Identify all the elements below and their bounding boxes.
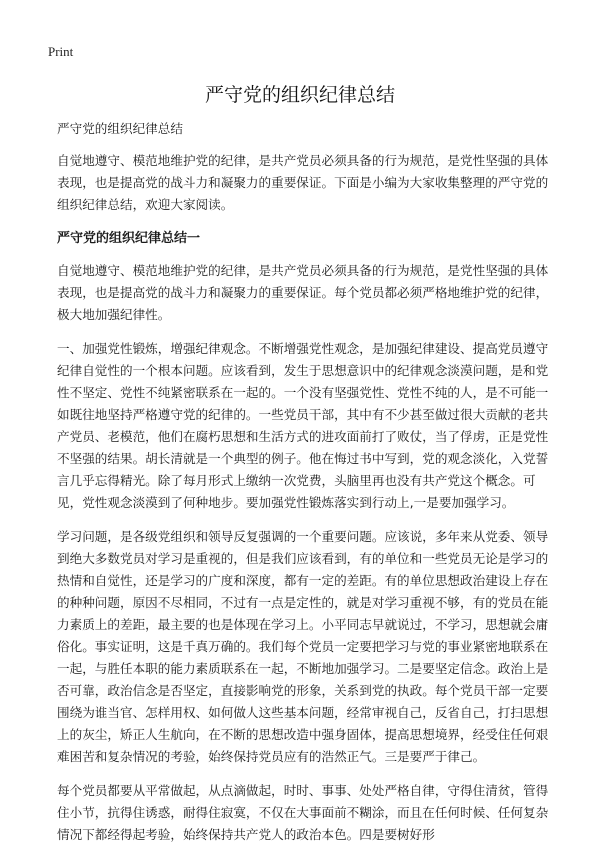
intro-paragraph: 自觉地遵守、模范地维护党的纪律，是共产党员必须具备的行为规范，是党性坚强的具体表现，也是提高党的战斗力和凝聚力的重要保证。下面是小编为大家收集整理的严守党的组织纪律总结，欢迎大家阅读。 — [57, 153, 549, 212]
paragraph-4: 每个党员都要从平常做起，从点滴做起，时时、事事、处处严格自律，守得住清贫，管得住小节，抗得住诱惑，耐得住寂寞，不仅在大事面前不糊涂，而且在任何时候、任何复杂情况下都经得起考验，始终保持共产党人的政治本色。四是要树好形 — [57, 783, 549, 842]
document-body — [57, 118, 552, 858]
document-title: 严守党的组织纪律总结 — [204, 84, 395, 106]
print-label: Print — [48, 44, 74, 59]
paragraph-2: 一、加强党性锻炼，增强纪律观念。不断增强党性观念，是加强纪律建设、提高党员遵守纪律自觉性的一个根本问题。应该看到，发生于思想意识中的纪律观念淡漠问题，是和党性不坚定、党性不纯紧密联系在一起的。一个没有坚强党性、党性不纯的人，是不可能一如既往地坚持严格遵守党的纪律的。一些党员干部，其中有不少甚至做过很大贡献的老共产党员、老模范，他们在腐朽思想和生活方式的进攻面前打了败仗，当了俘虏，正是党性不坚强的结果。胡长清就是一个典型的例子。他在悔过书中写到，党的观念淡化，入党誓言几乎忘得精光。除了每月形式上缴纳一次党费，头脑里再也没有共产党这个概念。可见，党性观念淡漠到了何种地步。要加强党性锻炼落实到行动上,一是要加强学习。 — [57, 341, 549, 510]
paragraph-1: 自觉地遵守、模范地维护党的纪律，是共产党员必须具备的行为规范，是党性坚强的具体表现，也是提高党的战斗力和凝聚力的重要保证。每个党员都必须严格地维护党的纪律，极大地加强纪律性。 — [57, 263, 549, 322]
document-subtitle: 严守党的组织纪律总结 — [57, 121, 183, 136]
paragraph-3: 学习问题，是各级党组织和领导反复强调的一个重要问题。应该说，多年来从党委、领导到绝大多数党员对学习是重视的，但是我们应该看到，有的单位和一些党员无论是学习的热情和自觉性，还是学习的广度和深度，都有一定的差距。有的单位思想政治建设上存在的种种问题，原因不尽相同，不过有一点是定性的，就是对学习重视不够，有的党员在能力素质上的差距，最主要的也是体现在学习上。小平同志早就说过，不学习，思想就会庸俗化。事实证明，这是千真万确的。我们每个党员一定要把学习与党的事业紧密地联系在一起，与胜任本职的能力素质联系在一起，不断地加强学习。二是要坚定信念。政治上是否可靠，政治信念是否坚定，直接影响党的形象，关系到党的执政。每个党员干部一定要围绕为谁当官、怎样用权、如何做人这些基本问题，经常审视自己，反省自己，打扫思想上的灰尘，矫正人生航向，在不断的思想改造中强身固体，提高思想境界，经受住任何艰难困苦和复杂情况的考验，始终保持党员应有的浩然正气。三是要严于律己。 — [57, 529, 549, 764]
section-heading: 严守党的组织纪律总结一 — [57, 231, 201, 246]
